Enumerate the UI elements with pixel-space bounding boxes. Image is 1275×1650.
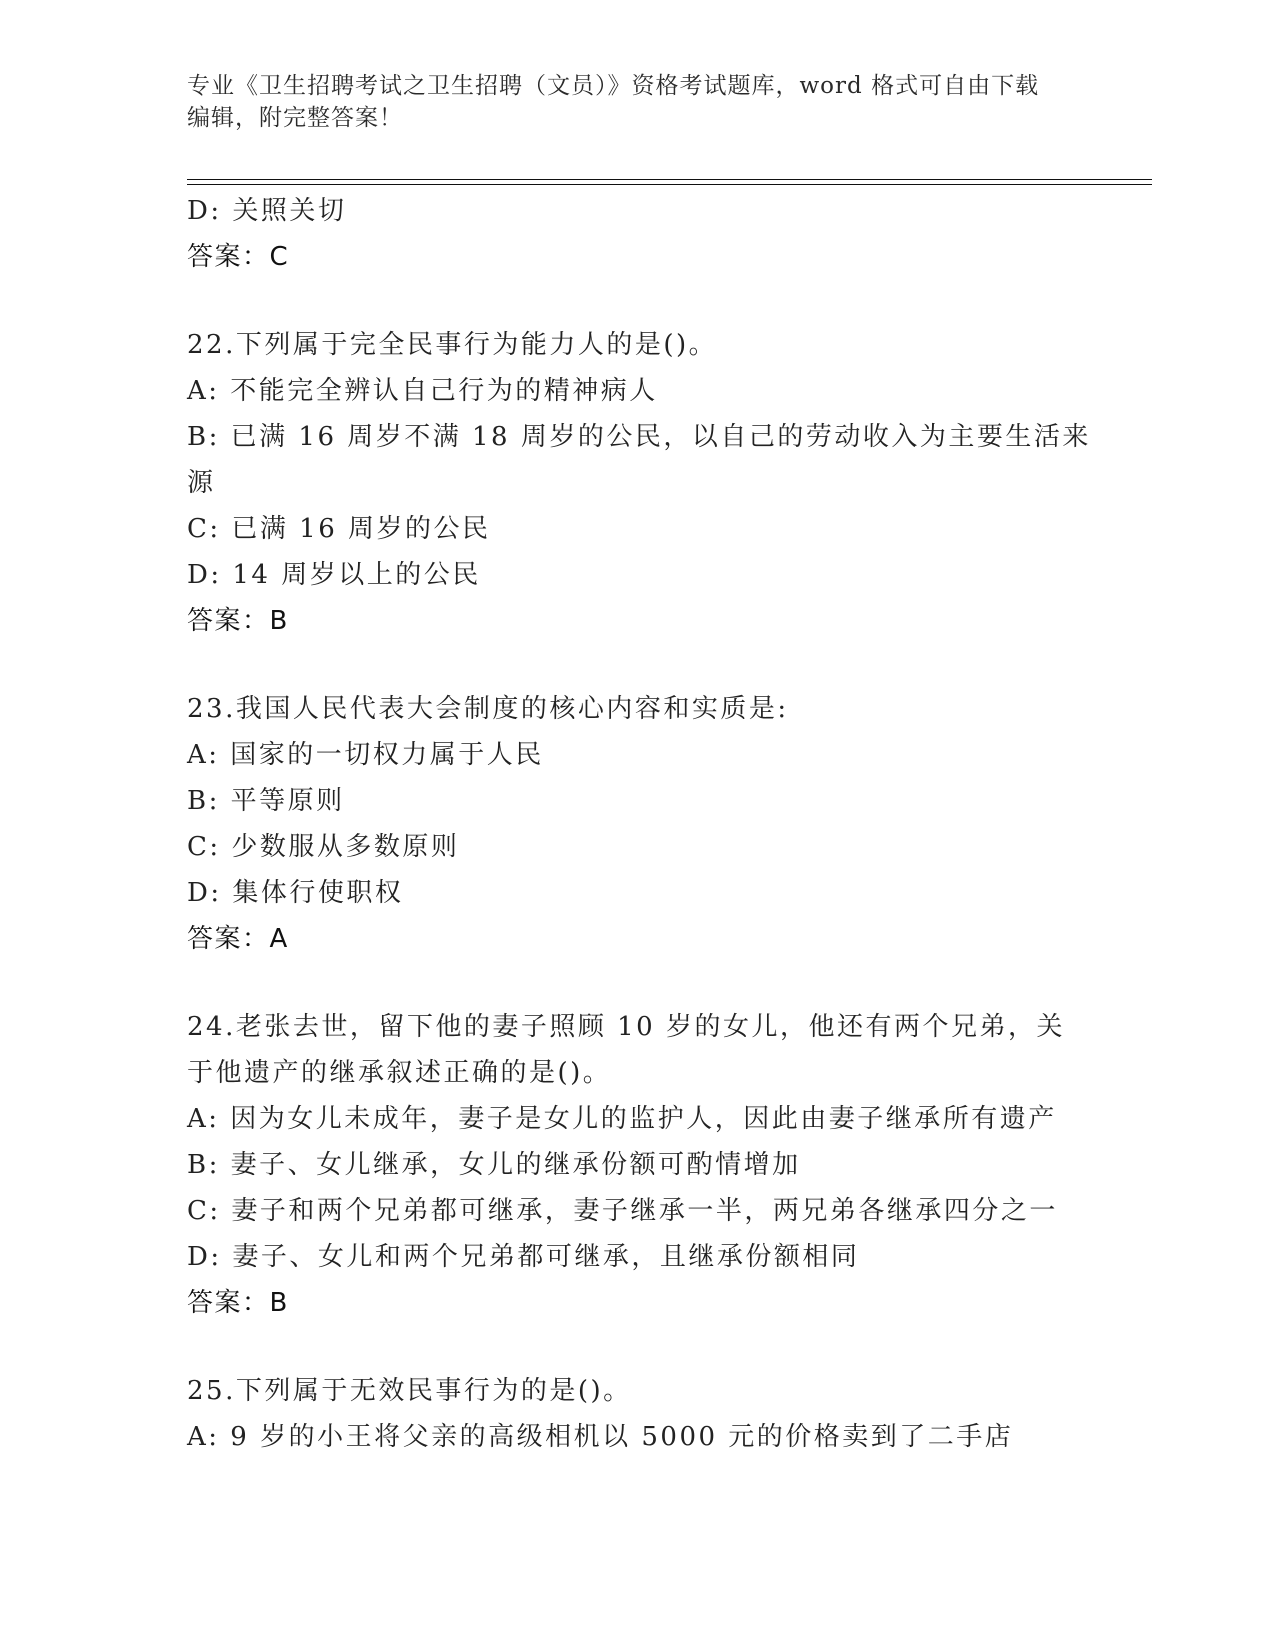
question-gap [187, 644, 1087, 686]
header-line-1: 专业《卫生招聘考试之卫生招聘（文员）》资格考试题库，word 格式可自由下载 [187, 73, 1040, 99]
question-gap [187, 962, 1087, 1004]
option-b: B: 平等原则 [187, 786, 345, 816]
option-a: A: 不能完全辨认自己行为的精神病人 [187, 376, 658, 406]
option-c: C: 已满 16 周岁的公民 [187, 514, 491, 544]
option-a: A: 因为女儿未成年，妻子是女儿的监护人，因此由妻子继承所有遗产 [187, 1104, 1057, 1134]
question-block [187, 1004, 1087, 1326]
question-stem: 24.老张去世，留下他的妻子照顾 10 岁的女儿，他还有两个兄弟，关 [187, 1012, 1065, 1042]
option-a: A: 国家的一切权力属于人民 [187, 740, 544, 770]
header-line-2: 编辑，附完整答案！ [187, 105, 403, 131]
option-b: B: 已满 16 周岁不满 18 周岁的公民，以自己的劳动收入为主要生活来 [187, 422, 1091, 452]
header-divider-bottom [187, 184, 1152, 185]
question-gap [187, 280, 1087, 322]
question-stem: 25.下列属于无效民事行为的是()。 [187, 1376, 632, 1406]
answer-line: 答案：A [187, 924, 289, 954]
question-block [187, 686, 1087, 962]
question-stem-continued: 于他遗产的继承叙述正确的是()。 [187, 1058, 612, 1088]
question-block [187, 188, 1087, 280]
option-c: C: 少数服从多数原则 [187, 832, 460, 862]
option-d: D: 14 周岁以上的公民 [187, 560, 481, 590]
option-c: C: 妻子和两个兄弟都可继承，妻子继承一半，两兄弟各继承四分之一 [187, 1196, 1058, 1226]
answer-line: 答案：C [187, 242, 290, 272]
header-divider-top [187, 179, 1152, 180]
question-gap [187, 1326, 1087, 1368]
answer-line: 答案：B [187, 606, 289, 636]
question-stem: 22.下列属于完全民事行为能力人的是()。 [187, 330, 718, 360]
option-b-continued: 源 [187, 468, 216, 498]
question-stem: 23.我国人民代表大会制度的核心内容和实质是: [187, 694, 789, 724]
option-d: D: 妻子、女儿和两个兄弟都可继承，且继承份额相同 [187, 1242, 860, 1272]
option-d: D: 集体行使职权 [187, 878, 404, 908]
question-block [187, 322, 1091, 644]
answer-line: 答案：B [187, 1288, 289, 1318]
option-d: D: 关照关切 [187, 196, 347, 226]
question-list [187, 188, 1091, 1460]
option-b: B: 妻子、女儿继承，女儿的继承份额可酌情增加 [187, 1150, 801, 1180]
option-a: A: 9 岁的小王将父亲的高级相机以 5000 元的价格卖到了二手店 [187, 1422, 1014, 1452]
document-header [187, 70, 1087, 134]
question-block [187, 1368, 1087, 1460]
